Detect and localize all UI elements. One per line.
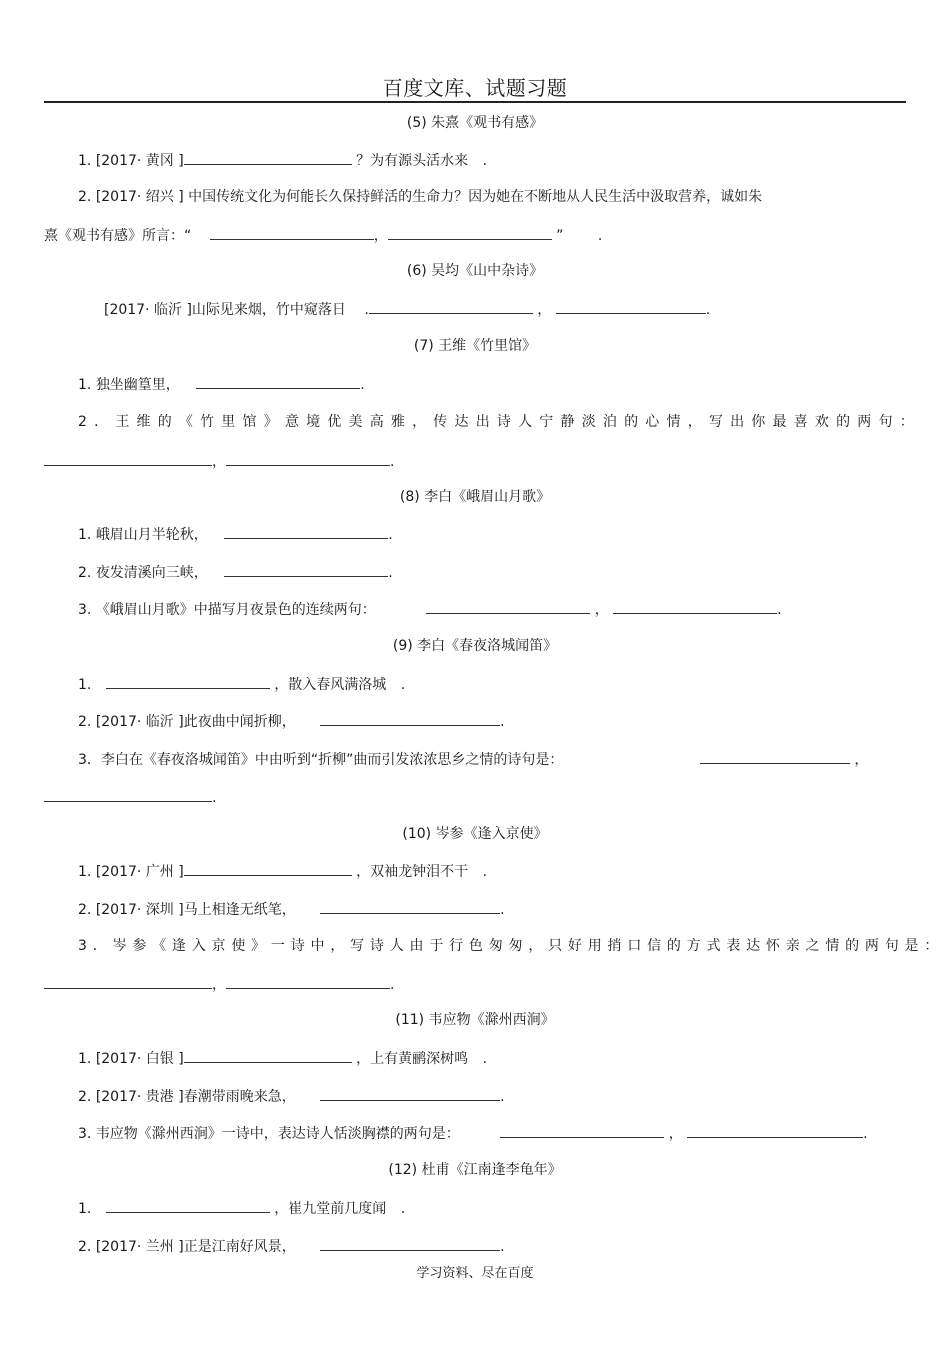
answer-blank[interactable] (44, 975, 212, 989)
section-title-10: (10) 岑参《逢入京使》 (402, 826, 548, 842)
question-8-3: 3. 《峨眉山月歌》中描写月夜景色的连续两句： ， . (78, 602, 782, 618)
answer-blank[interactable] (184, 862, 352, 876)
answer-blank[interactable] (106, 1199, 270, 1213)
answer-blank[interactable] (369, 300, 533, 314)
answer-blank[interactable] (224, 525, 388, 539)
answer-blank[interactable] (184, 1049, 352, 1063)
question-9-2: 2. [2017· 临沂 ]此夜曲中闻折柳， . (78, 714, 505, 730)
question-8-1: 1. 峨眉山月半轮秋， . (78, 527, 393, 543)
page-footer: 学习资料、尽在百度 (416, 1266, 534, 1281)
question-12-2: 2. [2017· 兰州 ]正是江南好风景， . (78, 1239, 505, 1255)
answer-blank[interactable] (44, 788, 212, 802)
question-6-1: [2017· 临沂 ]山际见来烟，竹中窥落日 . ， . (104, 302, 711, 318)
answer-blank[interactable] (184, 151, 352, 165)
section-title-8: (8) 李白《峨眉山月歌》 (399, 489, 551, 505)
question-9-1: 1. ，散入春风满洛城 . (78, 677, 406, 693)
question-9-3: 3．李白在《春夜洛城闻笛》中由听到“折柳”曲而引发浓浓思乡之情的诗句是： ， (78, 752, 869, 768)
question-10-3: 3．岑参《逢入京使》一诗中，写诗人由于行色匆匆，只好用捎口信的方式表达怀亲之情的两句是： (78, 938, 945, 954)
section-title-6: (6) 吴均《山中杂诗》 (406, 263, 544, 279)
question-7-2-answers: ， . (44, 452, 394, 471)
answer-blank[interactable] (320, 1237, 500, 1251)
answer-blank[interactable] (210, 226, 374, 240)
answer-blank[interactable] (106, 675, 270, 689)
question-11-1: 1. [2017· 白银 ] ，上有黄鹂深树鸣 . (78, 1051, 488, 1067)
question-5-2-continued: 熹《观书有感》所言：“ ， ” . (44, 228, 603, 244)
answer-blank[interactable] (556, 300, 706, 314)
answer-blank[interactable] (320, 712, 500, 726)
section-title-5: (5) 朱熹《观书有感》 (406, 115, 544, 131)
question-10-3-answers: ， . (44, 975, 394, 994)
section-title-9: (9) 李白《春夜洛城闻笛》 (392, 638, 558, 654)
answer-blank[interactable] (320, 900, 500, 914)
answer-blank[interactable] (613, 600, 777, 614)
answer-blank[interactable] (44, 452, 212, 466)
answer-blank[interactable] (320, 1087, 500, 1101)
answer-blank[interactable] (426, 600, 590, 614)
question-11-3: 3. 韦应物《滁州西涧》一诗中，表达诗人恬淡胸襟的两句是： ， . (78, 1126, 868, 1142)
question-12-1: 1. ，崔九堂前几度闻 . (78, 1201, 406, 1217)
answer-blank[interactable] (226, 452, 390, 466)
question-10-1: 1. [2017· 广州 ] ，双袖龙钟泪不干 . (78, 864, 488, 880)
answer-blank[interactable] (224, 563, 388, 577)
question-5-2: 2. [2017· 绍兴 ] 中国传统文化为何能长久保持鲜活的生命力？因为她在不断地从人民生活中汲取营养，诚如朱 (78, 189, 763, 205)
question-8-2: 2. 夜发清溪向三峡， . (78, 565, 393, 581)
section-title-11: (11) 韦应物《滁州西涧》 (395, 1012, 555, 1028)
answer-blank[interactable] (196, 375, 360, 389)
question-7-2: 2．王维的《竹里馆》意境优美高雅，传达出诗人宁静淡泊的心情，写出你最喜欢的两句： (78, 414, 921, 430)
question-11-2: 2. [2017· 贵港 ]春潮带雨晚来急， . (78, 1089, 505, 1105)
question-7-1: 1. 独坐幽篁里， . (78, 377, 365, 393)
header-divider (44, 101, 906, 103)
answer-blank[interactable] (700, 750, 850, 764)
answer-blank[interactable] (687, 1124, 863, 1138)
page-title: 百度文库、试题习题 (382, 76, 568, 100)
answer-blank[interactable] (226, 975, 390, 989)
section-title-12: (12) 杜甫《江南逢李龟年》 (388, 1162, 562, 1178)
answer-blank[interactable] (500, 1124, 664, 1138)
question-9-3-answer: . (44, 788, 216, 807)
answer-blank[interactable] (388, 226, 552, 240)
question-10-2: 2. [2017· 深圳 ]马上相逢无纸笔， . (78, 902, 505, 918)
section-title-7: (7) 王维《竹里馆》 (413, 338, 537, 354)
question-5-1: 1. [2017· 黄冈 ] ？为有源头活水来 . (78, 153, 488, 169)
